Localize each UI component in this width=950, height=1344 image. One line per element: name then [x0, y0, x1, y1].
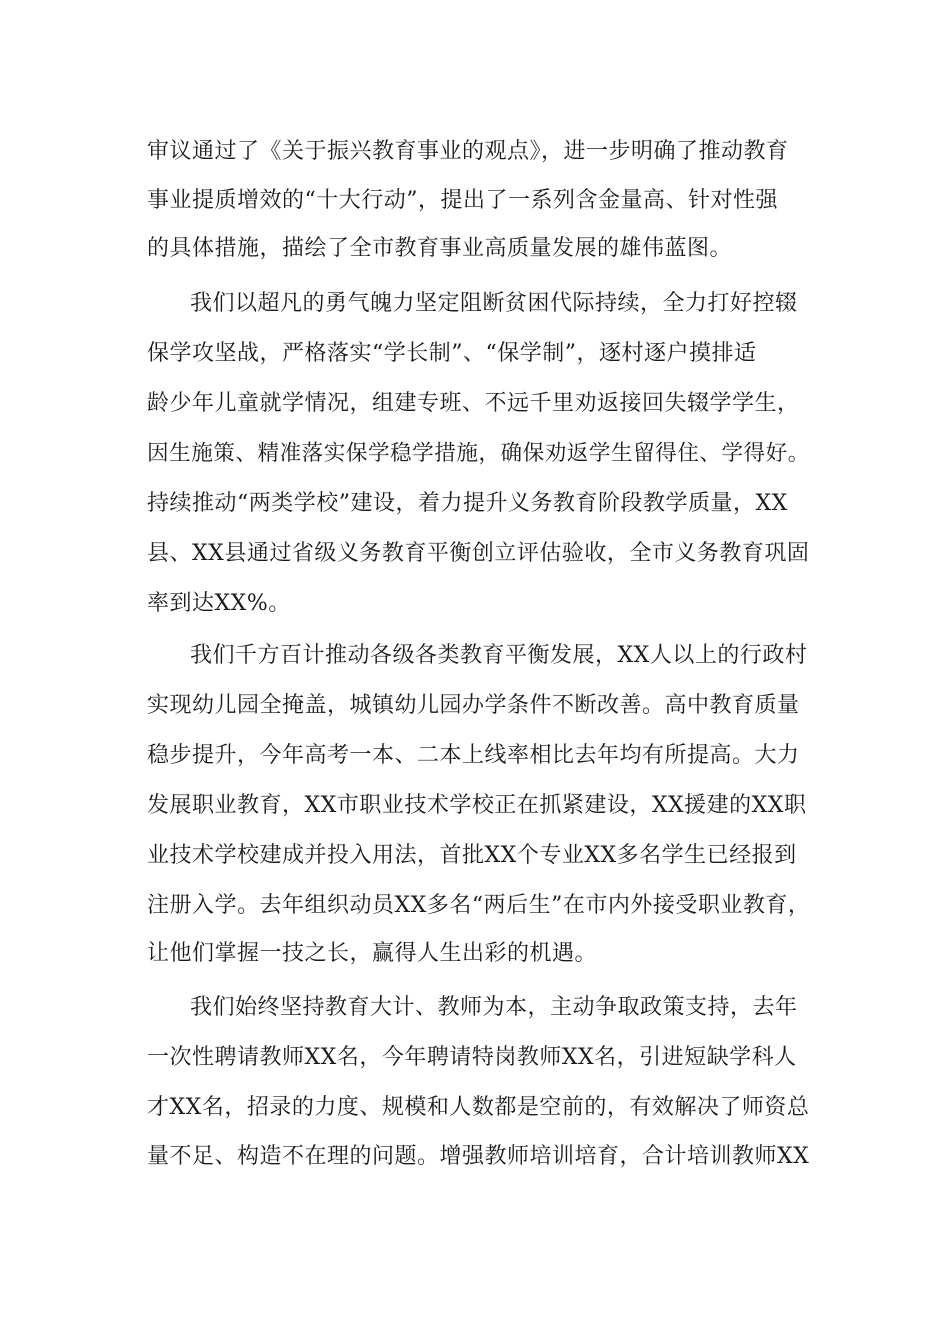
paragraph-4-line-2: 一次性聘请教师XX名，今年聘请特岗教师XX名，引进短缺学科人: [147, 1045, 797, 1070]
paragraph-2-line-2: 保学攻坚战，严格落实“学长制”、“保学制”，逐村逐户摸排适: [147, 341, 757, 366]
paragraph-3-line-2: 实现幼儿园全掩盖，城镇幼儿园办学条件不断改善。高中教育质量: [147, 693, 800, 718]
paragraph-3-line-6: 注册入学。去年组织动员XX多名“两后生”在市内外接受职业教育，: [147, 893, 811, 918]
paragraph-3-line-1: 我们千方百计推动各级各类教育平衡发展，XX人以上的行政村: [190, 643, 808, 668]
paragraph-3-line-5: 业技术学校建成并投入用法，首批XX个专业XX多名学生已经报到: [147, 843, 797, 868]
paragraph-1-line-3: 的具体措施，描绘了全市教育事业高质量发展的雄伟蓝图。: [147, 236, 733, 261]
paragraph-2-line-6: 县、XX县通过省级义务教育平衡创立评估验收，全市义务教育巩固: [147, 541, 810, 566]
paragraph-4-line-4: 量不足、构造不在理的问题。增强教师培训培育，合计培训教师XX: [147, 1144, 810, 1169]
paragraph-1-line-1: 审议通过了《关于振兴教育事业的观点》，进一步明确了推动教育: [147, 139, 789, 164]
paragraph-2-line-3: 龄少年儿童就学情况，组建专班、不远千里劝返接回失辍学学生，: [147, 391, 800, 416]
paragraph-4-line-1: 我们始终坚持教育大计、教师为本，主动争取政策支持，去年: [190, 995, 798, 1020]
paragraph-2-line-7: 率到达XX%。: [147, 591, 291, 616]
paragraph-3-line-3: 稳步提升，今年高考一本、二本上线率相比去年均有所提高。大力: [147, 743, 800, 768]
paragraph-4-line-3: 才XX名，招录的力度、规模和人数都是空前的，有效解决了师资总: [147, 1095, 810, 1120]
paragraph-2-line-5: 持续推动“两类学校”建设，着力提升义务教育阶段教学质量，XX: [147, 491, 788, 516]
paragraph-2-line-1: 我们以超凡的勇气魄力坚定阻断贫困代际持续，全力打好控辍: [190, 291, 798, 316]
paragraph-3-line-7: 让他们掌握一技之长，赢得人生出彩的机遇。: [147, 941, 598, 966]
paragraph-3-line-4: 发展职业教育，XX市职业技术学校正在抓紧建设，XX援建的XX职: [147, 793, 807, 818]
paragraph-2-line-4: 因生施策、精准落实保学稳学措施，确保劝返学生留得住、学得好。: [147, 441, 810, 466]
paragraph-1-line-2: 事业提质增效的“十大行动”，提出了一系列含金量高、针对性强: [147, 188, 778, 213]
